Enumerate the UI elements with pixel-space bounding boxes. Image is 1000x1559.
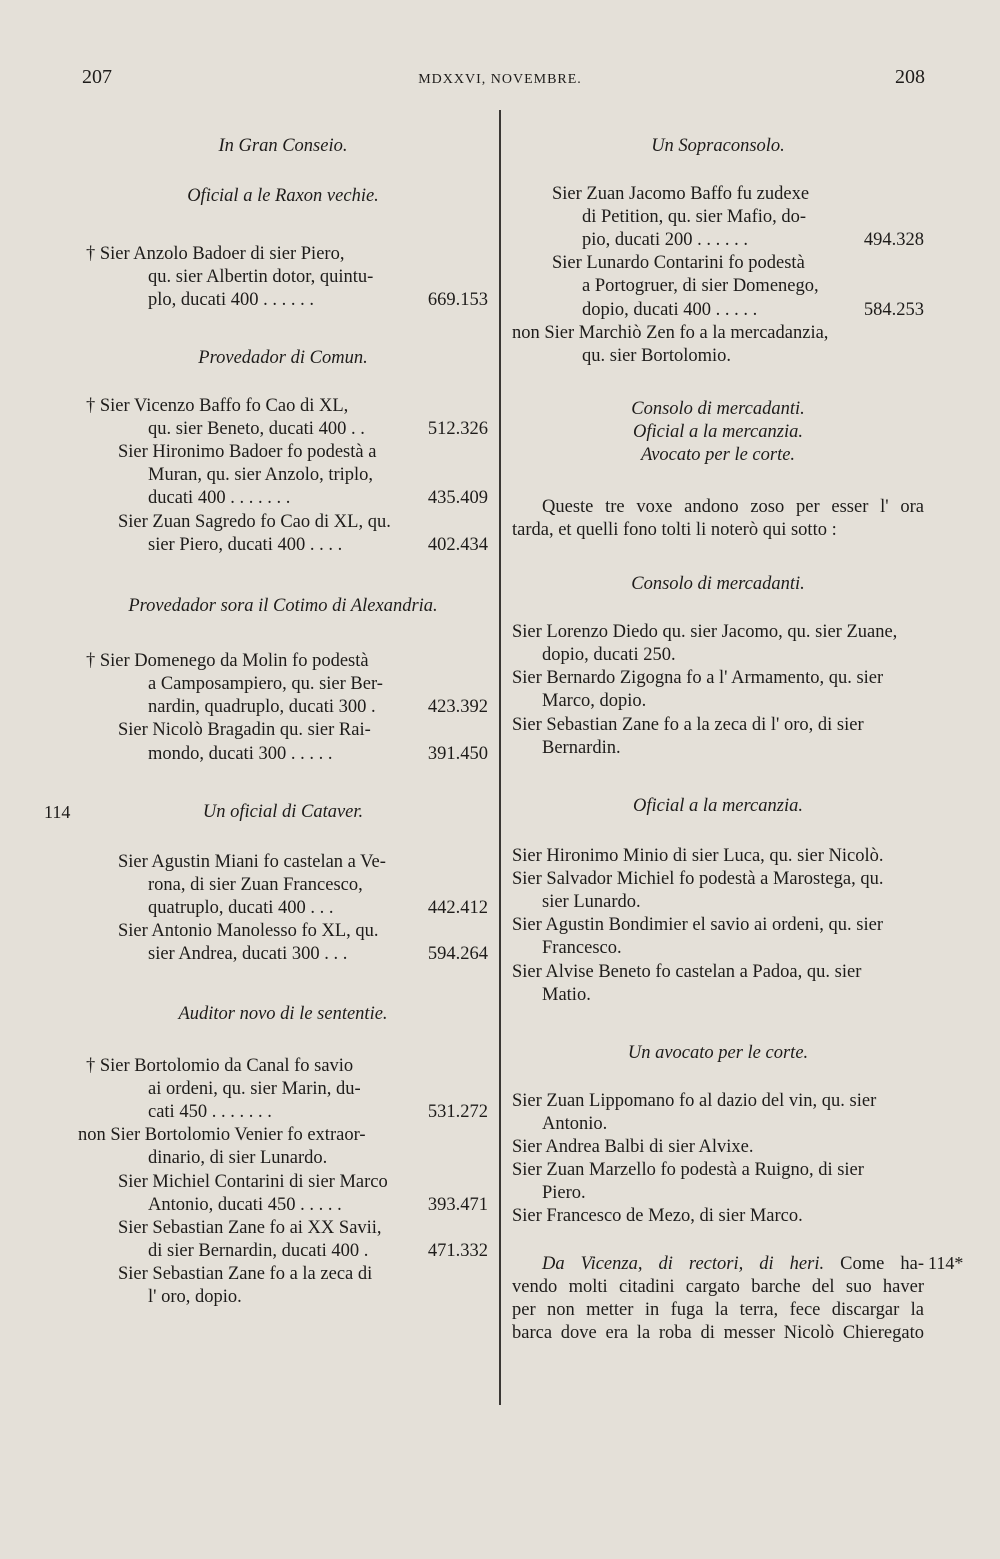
text-line: barca dove era la roba di messer Nicolò Chieregato — [512, 1323, 924, 1343]
section-heading: Oficial a le Raxon vechie. — [187, 186, 379, 206]
vote-line — [148, 1101, 488, 1123]
text-line: Sier Sebastian Zane fo a la zeca di — [118, 1264, 373, 1284]
text-line: Sier Hironimo Minio di sier Luca, qu. sier Nicolò. — [512, 846, 884, 866]
text-line: sier Lunardo. — [542, 892, 641, 912]
vote-line — [582, 299, 924, 321]
text-line: † Sier Vicenzo Baffo fo Cao di XL, — [86, 396, 349, 416]
vote-text: ducati 400 . . . . . . . — [148, 488, 291, 508]
text-line: Sier Lorenzo Diedo qu. sier Jacomo, qu. sier Zuane, — [512, 622, 898, 642]
text-line: Sier Zuan Jacomo Baffo fu zudexe — [552, 184, 810, 204]
text-line: Francesco. — [542, 938, 622, 958]
text-line: Muran, qu. sier Anzolo, triplo, — [148, 465, 374, 485]
page-number-right: 208 — [895, 66, 925, 88]
text-line: Sier Sebastian Zane fo a la zeca di l' oro, di sier — [512, 715, 864, 735]
text-line: dinario, di sier Lunardo. — [148, 1148, 328, 1168]
text-line: Sier Michiel Contarini di sier Marco — [118, 1172, 388, 1192]
italic-lead: Da Vicenza, di rectori, di heri. — [542, 1254, 825, 1274]
text-line: non Sier Marchiò Zen fo a la mercadanzia, — [512, 323, 829, 343]
text-line: Sier Zuan Marzello fo podestà a Ruigno, di sier — [512, 1160, 864, 1180]
text-line: † Sier Domenego da Molin fo podestà — [86, 651, 369, 671]
text-line: Sier Antonio Manolesso fo XL, qu. — [118, 921, 379, 941]
text-line: Sier Alvise Beneto fo castelan a Padoa, qu. sier — [512, 962, 862, 982]
column-divider — [499, 110, 501, 1405]
vote-count: 391.450 — [427, 744, 488, 764]
section-heading: Auditor novo di le sententie. — [178, 1004, 388, 1024]
text-line: ai ordeni, qu. sier Marin, du- — [148, 1079, 361, 1099]
section-heading: Consolo di mercadanti. — [631, 399, 805, 419]
section-heading: Un oficial di Cataver. — [202, 802, 364, 822]
vote-text: plo, ducati 400 . . . . . . — [148, 290, 314, 310]
text-line: qu. sier Bortolomio. — [582, 346, 732, 366]
vote-line — [148, 487, 488, 509]
vote-text: nardin, quadruplo, ducati 300 . — [148, 697, 376, 717]
text-line: non Sier Bortolomio Venier fo extraor- — [78, 1125, 366, 1145]
text-line: Sier Agustin Miani fo castelan a Ve- — [118, 852, 386, 872]
vote-line — [148, 743, 488, 765]
vote-text: dopio, ducati 400 . . . . . — [582, 300, 758, 320]
vote-line — [148, 1194, 488, 1216]
text-line: l' oro, dopio. — [148, 1287, 242, 1307]
vote-text: Antonio, ducati 450 . . . . . — [148, 1195, 342, 1215]
vote-count: 423.392 — [427, 697, 488, 717]
vote-line — [148, 943, 488, 965]
text-line: † Sier Anzolo Badoer di sier Piero, — [86, 244, 345, 264]
vote-text: qu. sier Beneto, ducati 400 . . — [148, 419, 365, 439]
text-line: Matio. — [542, 985, 591, 1005]
section-heading: Consolo di mercadanti. — [631, 574, 805, 594]
text-line: Sier Andrea Balbi di sier Alvixe. — [512, 1137, 754, 1157]
text-line: di Petition, qu. sier Mafio, do- — [582, 207, 807, 227]
running-head: MDXXVI, NOVEMBRE. — [418, 72, 582, 87]
vote-text: sier Piero, ducati 400 . . . . — [148, 535, 343, 555]
vote-text: cati 450 . . . . . . . — [148, 1102, 272, 1122]
text-line: vendo molti citadini cargato barche del suo haver — [512, 1277, 924, 1297]
vote-count: 435.409 — [427, 488, 488, 508]
page-number-left: 207 — [82, 66, 112, 88]
text-line: rona, di sier Zuan Francesco, — [148, 875, 363, 895]
vote-count: 442.412 — [427, 898, 488, 918]
vote-text: sier Andrea, ducati 300 . . . — [148, 944, 348, 964]
vote-count: 393.471 — [427, 1195, 488, 1215]
vote-line — [148, 897, 488, 919]
text-line: Sier Nicolò Bragadin qu. sier Rai- — [118, 720, 371, 740]
text-line: Sier Salvador Michiel fo podestà a Marostega, qu. — [512, 869, 884, 889]
text-line: Marco, dopio. — [542, 691, 647, 711]
text-line: Sier Agustin Bondimier el savio ai ordeni, qu. sier — [512, 915, 883, 935]
text-line: Sier Francesco de Mezo, di sier Marco. — [512, 1206, 803, 1226]
text-line: Sier Lunardo Contarini fo podestà — [552, 253, 805, 273]
vote-line — [582, 229, 924, 251]
text-line: a Portogruer, di sier Domenego, — [582, 276, 819, 296]
text-line: Queste tre voxe andono zoso per esser l' ora — [542, 497, 924, 517]
section-heading: Avocato per le corte. — [640, 445, 796, 465]
text-line: Da Vicenza, di rectori, di heri. Come ha- — [542, 1254, 924, 1274]
vote-count: 584.253 — [863, 300, 924, 320]
text-line: Piero. — [542, 1183, 586, 1203]
margin-note-left: 114 — [44, 802, 71, 822]
text-line: tarda, et quelli fono tolti li noterò qui sotto : — [512, 520, 837, 540]
section-heading: Oficial a la mercanzia. — [633, 422, 803, 442]
vote-count: 669.153 — [427, 290, 488, 310]
vote-count: 512.326 — [427, 419, 488, 439]
text-line: Sier Hironimo Badoer fo podestà a — [118, 442, 377, 462]
vote-count: 594.264 — [427, 944, 488, 964]
text-line: Sier Zuan Lippomano fo al dazio del vin, qu. sier — [512, 1091, 877, 1111]
section-heading: Provedador di Comun. — [198, 348, 368, 368]
section-heading: Un Sopraconsolo. — [651, 136, 785, 156]
vote-line — [148, 418, 488, 440]
vote-text: di sier Bernardin, ducati 400 . — [148, 1241, 369, 1261]
text-line: a Camposampiero, qu. sier Ber- — [148, 674, 383, 694]
vote-count: 531.272 — [427, 1102, 488, 1122]
section-heading: Un avocato per le corte. — [627, 1043, 809, 1063]
text-line: Antonio. — [542, 1114, 608, 1134]
text-line: Sier Zuan Sagredo fo Cao di XL, qu. — [118, 512, 391, 532]
vote-text: mondo, ducati 300 . . . . . — [148, 744, 333, 764]
section-heading: In Gran Conseio. — [218, 136, 348, 156]
vote-line — [148, 534, 488, 556]
text-line: Sier Sebastian Zane fo ai XX Savii, — [118, 1218, 382, 1238]
vote-line — [148, 696, 488, 718]
vote-count: 494.328 — [863, 230, 924, 250]
text-line: † Sier Bortolomio da Canal fo savio — [86, 1056, 354, 1076]
margin-note-right: 114* — [928, 1253, 964, 1273]
vote-line — [148, 289, 488, 311]
text-line: qu. sier Albertin dotor, quintu- — [148, 267, 374, 287]
vote-text: quatruplo, ducati 400 . . . — [148, 898, 334, 918]
text-line: Sier Bernardo Zigogna fo a l' Armamento, qu. sier — [512, 668, 884, 688]
section-heading: Provedador sora il Cotimo di Alexandria. — [128, 596, 438, 616]
vote-text: pio, ducati 200 . . . . . . — [582, 230, 748, 250]
text-line: Bernardin. — [542, 738, 621, 758]
text-line: dopio, ducati 250. — [542, 645, 676, 665]
vote-count: 471.332 — [427, 1241, 488, 1261]
vote-count: 402.434 — [427, 535, 488, 555]
vote-line — [148, 1240, 488, 1262]
text-line: per non metter in fuga la terra, fece discargar la — [512, 1300, 924, 1320]
section-heading: Oficial a la mercanzia. — [633, 796, 803, 816]
